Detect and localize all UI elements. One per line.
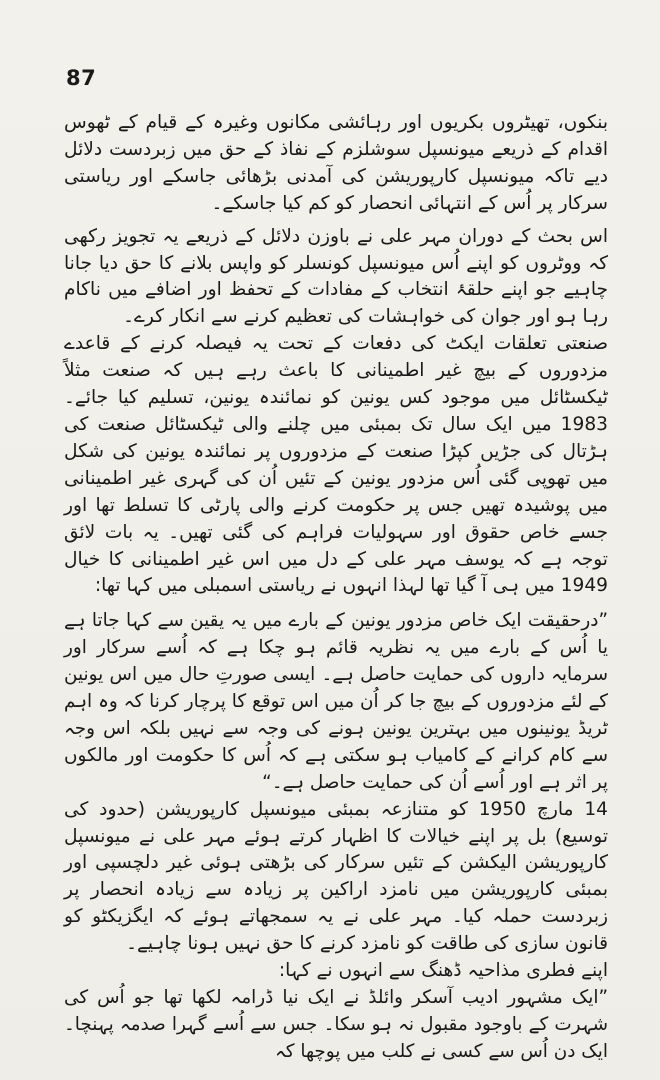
paragraph: اپنے فطری مذاحیہ ڈھنگ سے انہوں نے کہا: [278,960,608,982]
paragraph: صنعتی تعلقات ایکٹ کی دفعات کے تحت یہ فیصلہ کرنے کے قاعدے مزدوروں کے بیچ غیر اطمینانی کا باعث رہے ہیں کہ صنعت مثلاً ٹیکسٹائل میں موجود کس یونین کو نمائندہ یونین، تسلیم کیا جائے۔ 1983 میں ایک سال تک بمبئی میں چلنے والی ٹیکسٹائل صنعت کی ہڑتال کی جڑیں کپڑا صنعت کے مزدوروں پر نمائندہ یونین کی شکل میں تھوپی گئی اُس مزدور یونین کے تئیں اُن کی گہری غیر اطمینانی میں پوشیدہ تھیں جس پر حکومت کرنے والی پارٹی کا تسلط تھا اور جسے خاص حقوق اور سہولیات فراہم کی گئی تھیں۔ یہ بات لائق توجہ ہے کہ یوسف مہر علی کے دل میں اس غیر اطمینانی کا خیال 1949 میں ہی آ گیا تھا لہذا انہوں نے ریاستی اسمبلی میں کہا تھا: [64,333,608,597]
block-quote: ”ایک مشہور ادیب آسکر وائلڈ نے ایک نیا ڈرامہ لکھا تھا جو اُس کی شہرت کے باوجود مقبول نہ ہو سکا۔ جس سے اُسے گہرا صدمہ پہنچا۔ ایک دن اُس سے کسی نے کلب میں پوچھا کہ [64,987,608,1062]
block-quote: ”درحقیقت ایک خاص مزدور یونین کے بارے میں یہ یقین سے کہا جاتا ہے یا اُس کے بارے میں یہ نظریہ قائم ہو چکا ہے کہ اُسے سرکار اور سرمایہ داروں کی حمایت حاصل ہے۔ ایسی صورتِ حال میں اس یونین کے لئے مزدوروں کے بیچ جا کر اُن میں اس توقع کا پرچار کرنا کہ وہ اہم ٹریڈ یونینوں میں بہترین یونین ہونے کی وجہ سے نہیں بلکہ اس وجہ سے کام کرانے کے کامیاب ہو سکتی ہے کہ اُس کا حکومت اور مالکوں پر اثر ہے اور اُسے اُن کی حمایت حاصل ہے۔“ [64,610,608,793]
paragraph: اس بحث کے دوران مہر علی نے باوزن دلائل کے ذریعے یہ تجویز رکھی کہ ووٹروں کو اپنے اُس میونسپل کونسلر کو واپس بلانے کا حق دیا جانا چاہیے جو اپنے حلقۂ انتخاب کے مفادات کے تحفظ اور اضافے میں ناکام رہا ہو اور جوان کی خواہشات کی تعظیم کرنے سے انکار کرے۔ [64,225,608,328]
paragraph: 14 مارچ 1950 کو متنازعہ بمبئی میونسپل کارپوریشن (حدود کی توسیع) بل پر اپنے خیالات کا اظہار کرتے ہوئے مہر علی نے میونسپل کارپوریشن الیکشن کے تئیں سرکار کی بڑھتی ہوئی غیر دلچسپی اور بمبئی کارپوریشن میں نامزد اراکین پر زیادہ سے زیادہ انحصار پر زبردست حملہ کیا۔ مہر علی نے یہ سمجھاتے ہوئے کہ ایگزیکٹو کو قانون سازی کی طاقت کو نامزد کرنے کا حق نہیں ہونا چاہیے۔ [64,798,608,955]
page-number: 87 [66,66,97,90]
paragraph: بنکوں، تھیٹروں بکریوں اور رہائشی مکانوں وغیرہ کے قیام کے ٹھوس اقدام کے ذریعے میونسپل سوشلزم کے نفاذ کے حق میں زبردست دلائل دیے تاکہ میونسپل کارپوریشن کی آمدنی بڑھائی جاسکے اور ریاستی سرکار پر اُس کے انتہائی انحصار کو کم کیا جاسکے۔ [64,112,608,214]
page-body [64,110,608,1066]
